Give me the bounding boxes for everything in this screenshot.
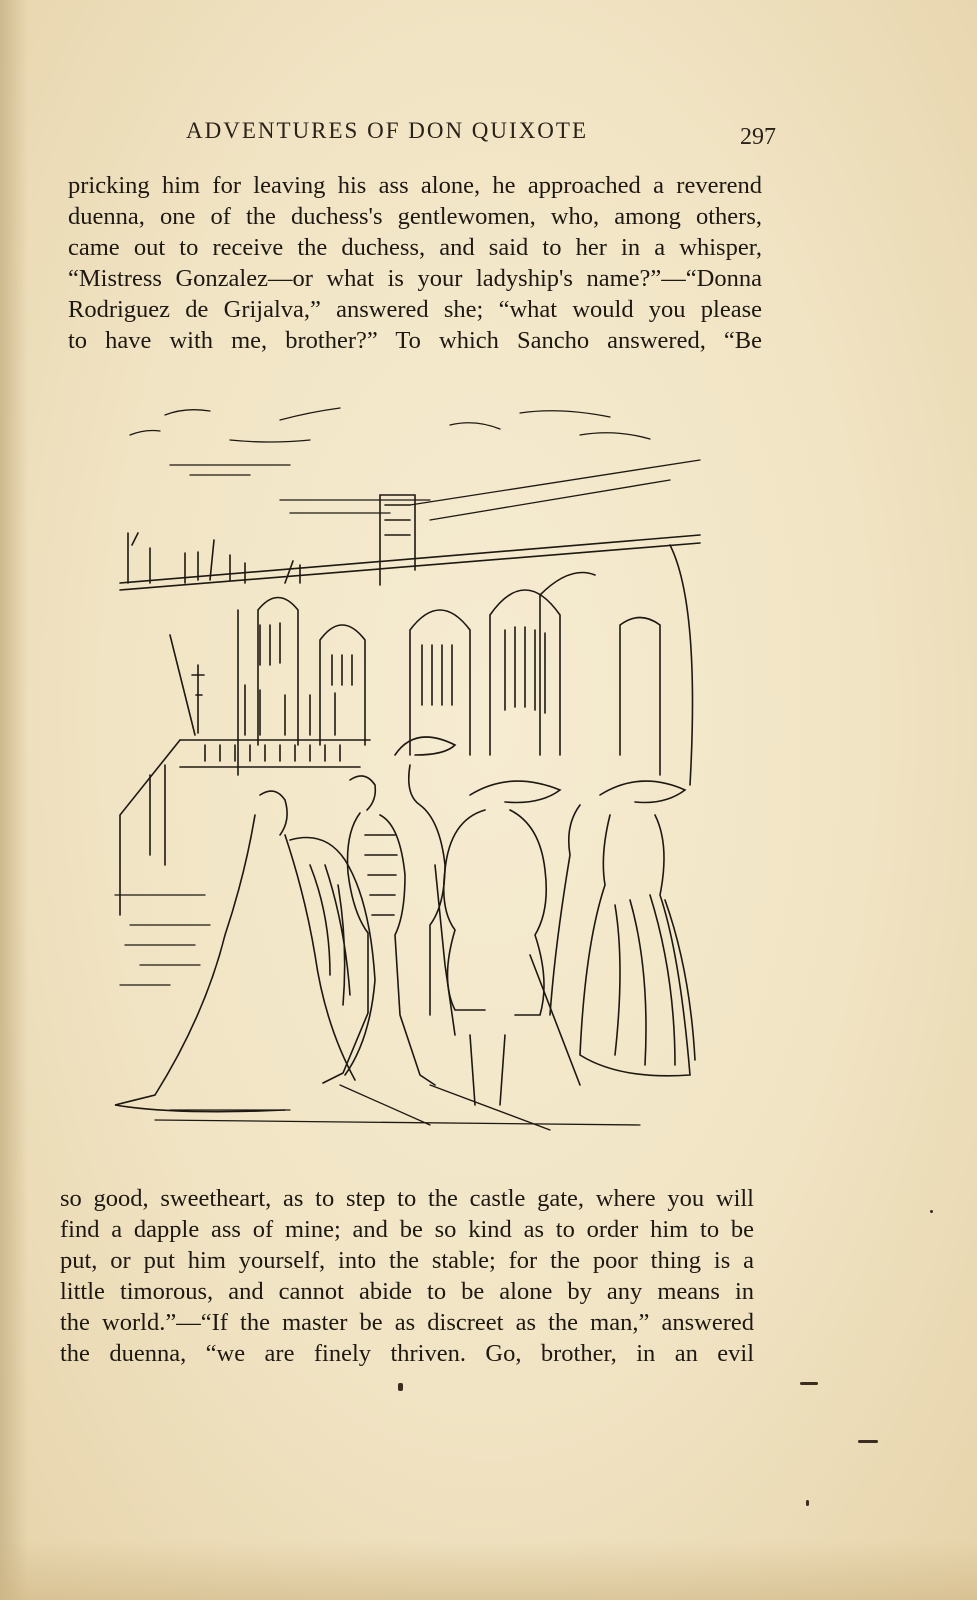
figure-knight [323, 776, 435, 1085]
paragraph-bottom [60, 1183, 754, 1369]
text-line: little timorous, and cannot abide to be alone by any means in [60, 1278, 754, 1305]
figure-lady-left [115, 791, 375, 1112]
text-line: the world.”—“If the master be as discreet as the man,” answered [60, 1309, 754, 1336]
figure-man-back [444, 781, 580, 1105]
text-line: “Mistress Gonzalez—or what is your ladyship's name?”—“Donna [68, 265, 762, 292]
paragraph-top [68, 170, 762, 356]
text-line: the duenna, “we are finely thriven. Go, brother, in an evil [60, 1340, 754, 1367]
page-bottom-stain [0, 1540, 977, 1600]
figure-lady-right [550, 781, 695, 1076]
page-edge-shadow [0, 0, 28, 1600]
text-line: put, or put him yourself, into the stable; for the poor thing is a [60, 1247, 754, 1274]
text-line: find a dapple ass of mine; and be so kind as to order him to be [60, 1216, 754, 1243]
page-number: 297 [740, 124, 776, 150]
ground [115, 895, 640, 1130]
castle-arcade [238, 545, 693, 785]
text-line: Rodriguez de Grijalva,” answered she; “what would you please [68, 296, 762, 323]
castle-upper-terrace [120, 495, 700, 590]
running-title: ADVENTURES OF DON QUIXOTE [186, 118, 589, 143]
text-line: so good, sweetheart, as to step to the castle gate, where you will [60, 1185, 754, 1212]
text-line: duenna, one of the duchess's gentlewomen, who, among others, [68, 203, 762, 230]
text-line: to have with me, brother?” To which Sancho answered, “Be [68, 327, 762, 354]
text-line: came out to receive the duchess, and said to her in a whisper, [68, 234, 762, 261]
engraving-illustration [110, 395, 710, 1140]
text-line: pricking him for leaving his ass alone, he approached a reverend [68, 172, 762, 199]
